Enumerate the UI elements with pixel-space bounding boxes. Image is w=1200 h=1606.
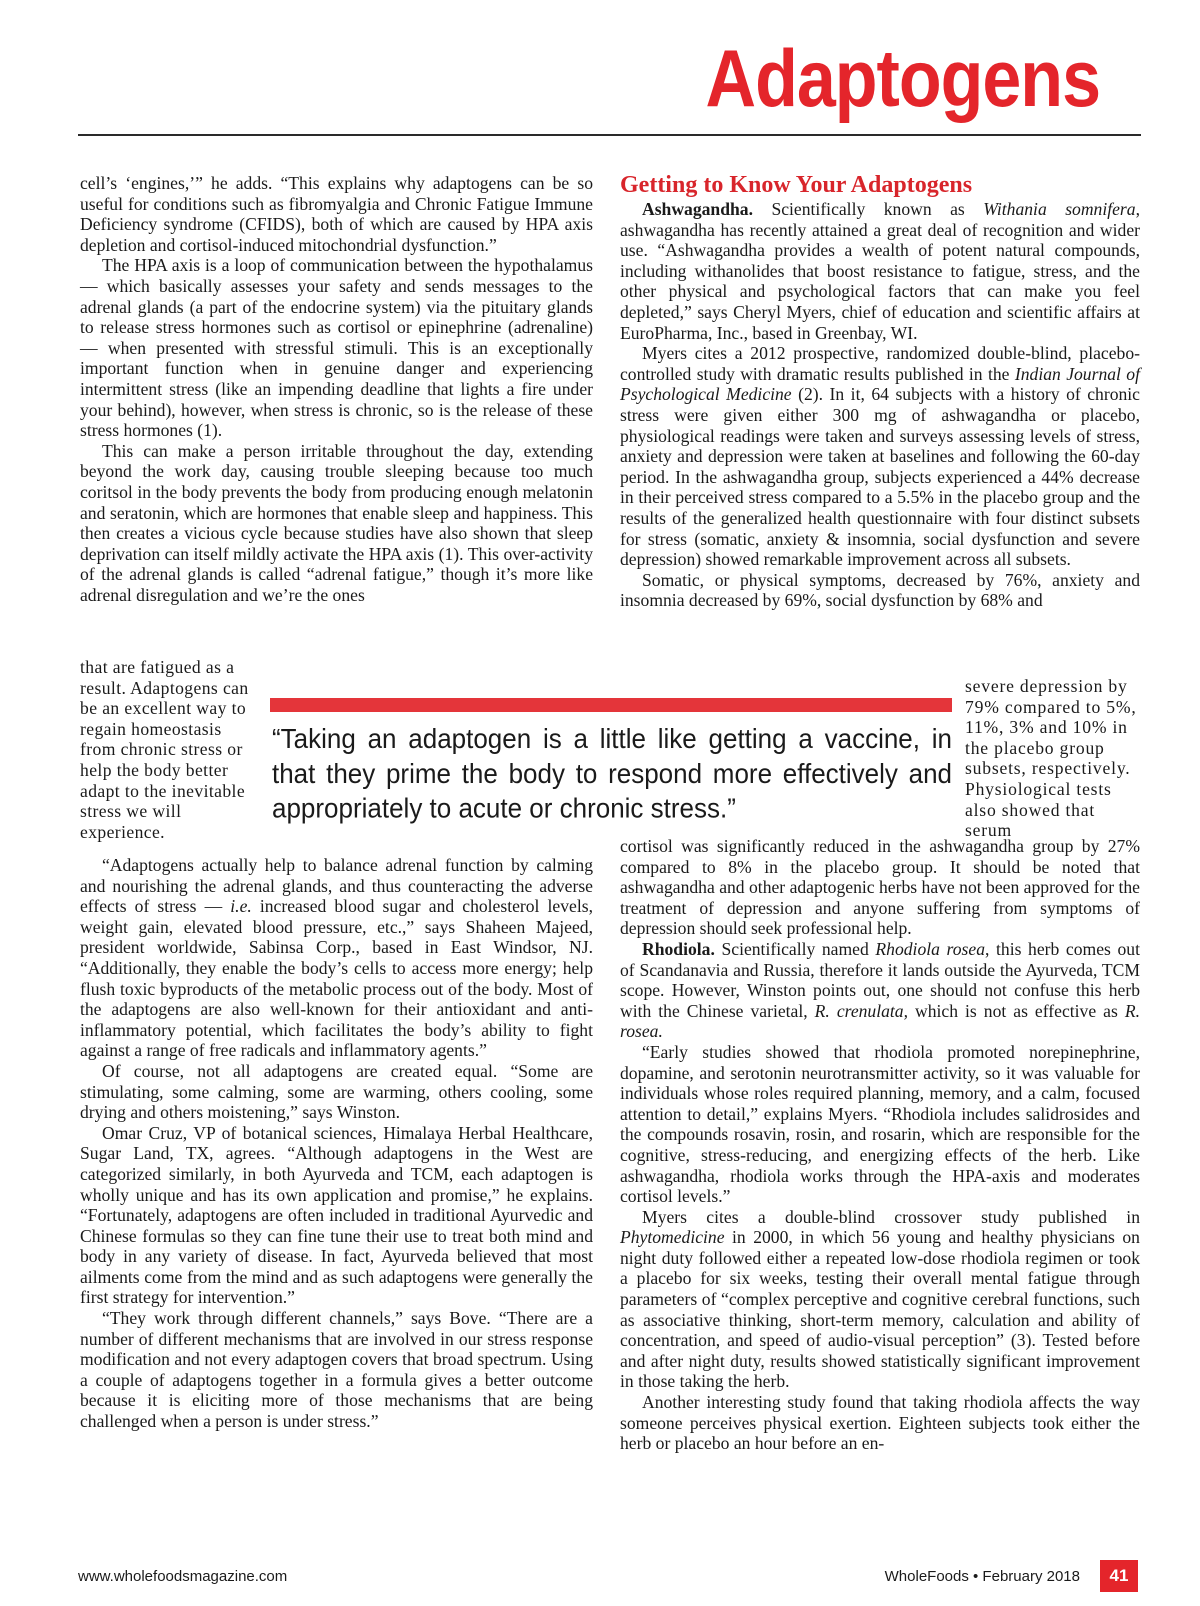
paragraph: Another interesting study found that taking rhodiola affects the way someone perceives physical exertion. Eighteen subjects took either the herb or placebo an hour before an en-	[620, 1392, 1140, 1454]
left-column-wrap	[80, 657, 250, 842]
right-column-top	[620, 173, 1140, 611]
footer-url[interactable]: www.wholefoodsmagazine.com	[78, 1568, 288, 1585]
paragraph: cell’s ‘engines,’” he adds. “This explains why adaptogens can be so useful for conditions such as fibromyalgia and Chronic Fatigue Immune Deficiency syndrome (CFIDS), both of which are caused by HPA axis depletion and cortisol-induced mitochondrial dysfunction.”	[80, 173, 593, 255]
latin-name: R. rosea.	[620, 1000, 1140, 1042]
latin-name: Withania somnifera	[983, 199, 1136, 219]
pull-quote-bar	[270, 698, 952, 712]
paragraph: Of course, not all adaptogens are created equal. “Some are stimulating, some calming, some are warming, others cooling, some drying and others moistening,” says Winston.	[80, 1060, 593, 1123]
text-run: Scientifically known as	[771, 199, 965, 219]
text-run: Myers cites a double-blind crossover study published in	[642, 1206, 1140, 1227]
paragraph	[620, 343, 1140, 570]
herb-label: Ashwagandha.	[642, 199, 753, 219]
paragraph	[80, 855, 593, 1061]
text-run: in 2000, in which 56 young and healthy physicians on night duty followed either a repeated low-dose rhodiola regimen or took a placebo for six weeks, testing their overall mental fatigue through parameters of “complex perceptive and cognitive cerebral functions, such as associative thinking, short-term memory, calculation and ability of concentration, and speed of audio-visual perception” (3). Tested before and after night duty, results showed statistically significant improvement in those taking the herb.	[620, 1227, 1140, 1392]
text-run: increased blood sugar and cholesterol levels, weight gain, elevated blood pressure, etc.,” says Shaheen Majeed, president worldwide, Sabinsa Corp., based in East Windsor, NJ. “Additionally, they enable the body’s cells to access more energy; help flush toxic byproducts of the metabolic process out of the body. Most of the adaptogens are also well-known for their antioxidant and anti-inflammatory potential, which facilitates the body’s ability to fight against a range of free radicals and inflammatory agents.”	[80, 896, 593, 1061]
latin-name: Rhodiola rosea	[875, 938, 985, 959]
left-column-top	[80, 173, 593, 605]
page-number: 41	[1100, 1560, 1138, 1592]
journal-name: Phytomedicine	[620, 1227, 725, 1248]
text-run: i.e.	[230, 896, 252, 917]
text-run: which is not as effective as	[915, 1000, 1118, 1021]
journal-name: Indian Journal of Psychological Medicine	[620, 363, 1140, 405]
text-run: “Adaptogens actually help to balance adrenal function by calming and nourishing the adrenal glands, and thus counteracting the adverse effects of stress —	[80, 855, 593, 917]
paragraph: The HPA axis is a loop of communication between the hypothalamus — which basically assesses your safety and sends messages to the adrenal glands (a part of the endocrine system) via the pituitary glands to release stress hormones such as cortisol or epinephrine (adrenaline) — when presented with stressful stimuli. This is an exceptionally important function when in genuine danger and experiencing intermittent stress (like an impending deadline that lights a fire under your behind), however, when stress is chronic, so is the release of these stress hormones (1).	[80, 255, 593, 441]
left-column-bottom	[80, 855, 593, 1432]
paragraph: “They work through different channels,” says Bove. “There are a number of different mechanisms that are involved in our stress response modification and not every adaptogen covers that broad spectrum. Using a couple of adaptogens together in a formula gives a better outcome because it is eliciting more of those mechanisms that are being challenged when a person is under stress.”	[80, 1308, 593, 1432]
paragraph	[620, 199, 1140, 343]
paragraph: that are fatigued as a result. Adaptogens can be an excellent way to regain homeostasis from chronic stress or help the body better adapt to the inevitable stress we will experience.	[80, 657, 249, 842]
paragraph: “Early studies showed that rhodiola promoted norepinephrine, dopamine, and serotonin neurotransmitter activity, so it was valuable for individuals whose roles required planning, memory, and a calm, focused attention to detail,” explains Myers. “Rhodiola includes salidrosides and the compounds rosavin, rosin, and rosarin, which are responsible for the cognitive, stress-reducing, and energizing effects of the herb. Like ashwagandha, rhodiola works through the HPA-axis and moderates cortisol levels.”	[620, 1041, 1140, 1207]
paragraph	[620, 1207, 1140, 1392]
herb-label: Rhodiola.	[642, 938, 715, 959]
paragraph: severe depression by 79% compared to 5%, 11%, 3% and 10% in the placebo group subsets, respectively. Physiological tests also showed that serum	[965, 676, 1137, 841]
footer-magazine-issue: WholeFoods • February 2018	[884, 1568, 1080, 1585]
pull-quote: “Taking an adaptogen is a little like getting a vaccine, in that they prime the body to respond more effectively and appropriately to acute or chronic stress.”	[272, 723, 952, 824]
paragraph: Omar Cruz, VP of botanical sciences, Himalaya Herbal Healthcare, Sugar Land, TX, agrees. “Although adaptogens in the West are categorized similarly, in both Ayurveda and TCM, each adaptogen is wholly unique and has its own application and promise,” he explains. “Fortunately, adaptogens are often included in traditional Ayurvedic and Chinese formulas so they can fine tune their use to treat both mind and body in any variety of disease. In fact, Ayurveda believed that most ailments come from the mind and as such adaptogens were generally the first strategy for intervention.”	[80, 1122, 593, 1308]
subsection-heading: Getting to Know Your Adaptogens	[620, 172, 973, 198]
right-column-bottom	[620, 836, 1140, 1454]
latin-name: R. crenulata,	[814, 1000, 908, 1021]
paragraph: cortisol was significantly reduced in the ashwagandha group by 27% compared to 8% in the placebo group. It should be noted that ashwagandha and other adaptogenic herbs have not been approved for the treatment of depression and anyone suffering from symptoms of depression should seek professional help.	[620, 836, 1140, 939]
paragraph	[620, 939, 1140, 1042]
paragraph: Somatic, or physical symptoms, decreased by 76%, anxiety and insomnia decreased by 69%, social dysfunction by 68% and	[620, 569, 1140, 611]
header-rule	[78, 134, 1141, 136]
text-run: Myers cites a 2012 prospective, randomized double-blind, placebo-controlled study with dramatic results published in the	[620, 343, 1140, 384]
text-run: , ashwagandha has recently attained a great deal of recognition and wider use. “Ashwagandha provides a wealth of potent natural compounds, including withanolides that boost resistance to fatigue, stress, and the other physical and psychological factors that can make you feel depleted,” says Cheryl Myers, chief of education and scientific affairs at EuroPharma, Inc., based in Greenbay, WI.	[620, 199, 1140, 343]
right-column-wrap	[965, 676, 1140, 841]
text-run: Scientifically named	[721, 938, 869, 959]
text-run: , this herb comes out of Scandanavia and Russia, therefore it lands outside the Ayurveda, TCM scope. However, Winston points out, one should not confuse this herb with the Chinese varietal,	[620, 938, 1140, 1021]
section-title: Adaptogens	[705, 33, 1100, 124]
text-run: (2). In it, 64 subjects with a history of chronic stress were given either 300 mg of ashwagandha or placebo, physiological readings were taken and surveys assessing levels of stress, anxiety and depression were taken at baselines and following the 60-day period. In the ashwagandha group, subjects experienced a 44% decrease in their perceived stress compared to a 5.5% in the placebo group and the results of the generalized health questionnaire with four distinct subsets for stress (somatic, anxiety & insomnia, social dysfunction and severe depression) showed remarkable improvement across all subsets.	[620, 384, 1140, 570]
paragraph: This can make a person irritable throughout the day, extending beyond the work day, causing trouble sleeping because too much coritsol in the body prevents the body from producing enough melatonin and seratonin, which are hormones that enable sleep and happiness. This then creates a vicious cycle because studies have also shown that sleep deprivation can itself mildly activate the HPA axis (1). This over-activity of the adrenal glands is called “adrenal fatigue,” though it’s more like adrenal disregulation and we’re the ones	[80, 440, 593, 605]
